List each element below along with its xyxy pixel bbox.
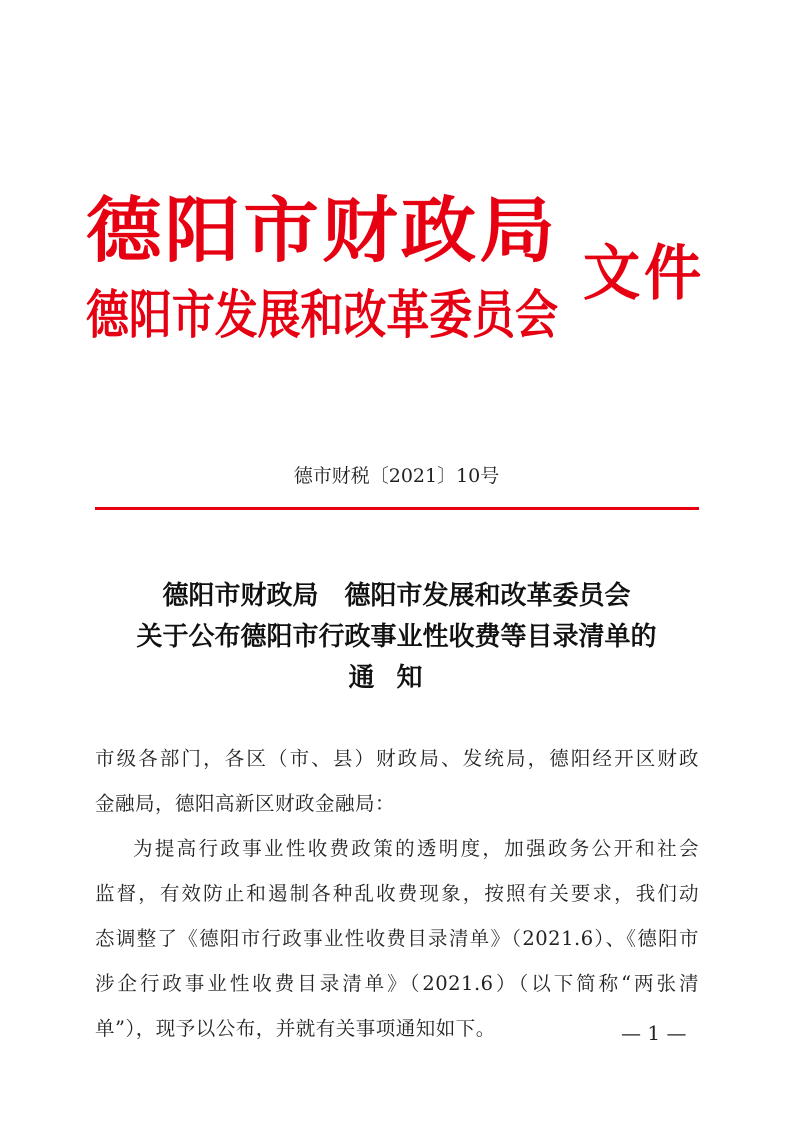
body-line: 市级各部门，各区（市、县）财政局、发统局，德阳经开区财政 xyxy=(95,747,699,770)
issuer-name-finance-bureau: 德阳市财政局 xyxy=(86,188,559,272)
body-line: 态调整了《德阳市行政事业性收费目录清单》（2021.6）、《德阳市 xyxy=(95,927,699,950)
red-divider-line xyxy=(95,507,699,510)
page-number: — 1 — xyxy=(621,1021,687,1045)
document-title-line-1: 德阳市财政局 德阳市发展和改革委员会 xyxy=(162,581,631,611)
document-title-line-2: 关于公布德阳市行政事业性收费等目录清单的 xyxy=(136,622,657,652)
body-line: 监督，有效防止和遏制各种乱收费现象，按照有关要求，我们动 xyxy=(95,882,699,905)
document-number: 德市财税〔2021〕10号 xyxy=(293,465,500,487)
body-line: 单”），现予以公布，并就有关事项通知如下。 xyxy=(95,1017,496,1040)
body-line: 涉企行政事业性收费目录清单》（2021.6）（以下简称“两张清 xyxy=(95,972,699,995)
issuer-name-development-commission: 德阳市发展和改革委员会 xyxy=(86,285,559,346)
document-type-label: 文件 xyxy=(583,239,705,309)
body-line: 金融局，德阳高新区财政金融局： xyxy=(95,792,396,815)
document-title-line-3: 通知 xyxy=(348,663,445,693)
body-line: 为提高行政事业性收费政策的透明度，加强政务公开和社会 xyxy=(133,837,699,860)
